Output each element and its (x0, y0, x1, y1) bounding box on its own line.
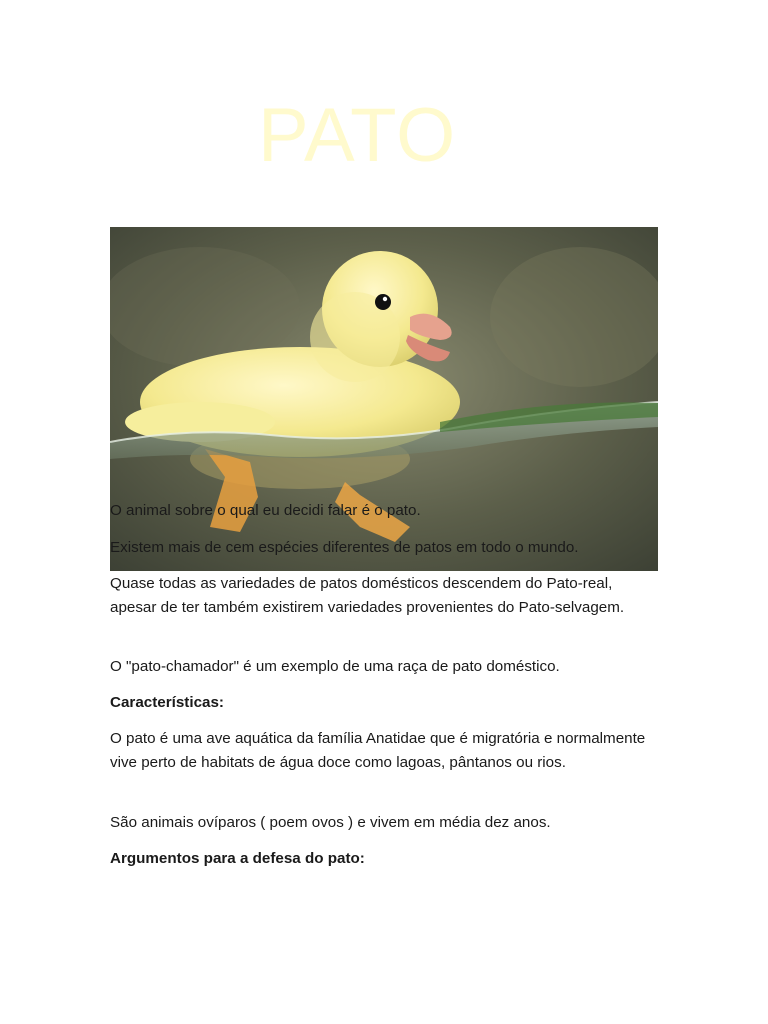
paragraph-varieties: Quase todas as variedades de patos domésticos descendem do Pato-real, apesar de ter também existirem variedades provenientes do Pato-selvagem. (110, 575, 625, 616)
paragraph-habitat: O pato é uma ave aquática da família Anatidae que é migratória e normalmente vive perto de habitats de água doce como lagoas, pântanos ou rios. (110, 730, 646, 771)
paragraph-species: Existem mais de cem espécies diferentes de patos em todo o mundo. (110, 539, 579, 556)
page-title: PATO (258, 93, 457, 178)
paragraph-reproduction: São animais ovíparos ( poem ovos ) e vivem em média dez anos. (110, 814, 551, 831)
heading-characteristics: Características: (110, 694, 224, 711)
heading-arguments: Argumentos para a defesa do pato: (110, 850, 365, 867)
paragraph-intro: O animal sobre o qual eu decidi falar é o pato. (110, 502, 421, 519)
paragraph-breed-example: O "pato-chamador" é um exemplo de uma raça de pato doméstico. (110, 658, 560, 675)
